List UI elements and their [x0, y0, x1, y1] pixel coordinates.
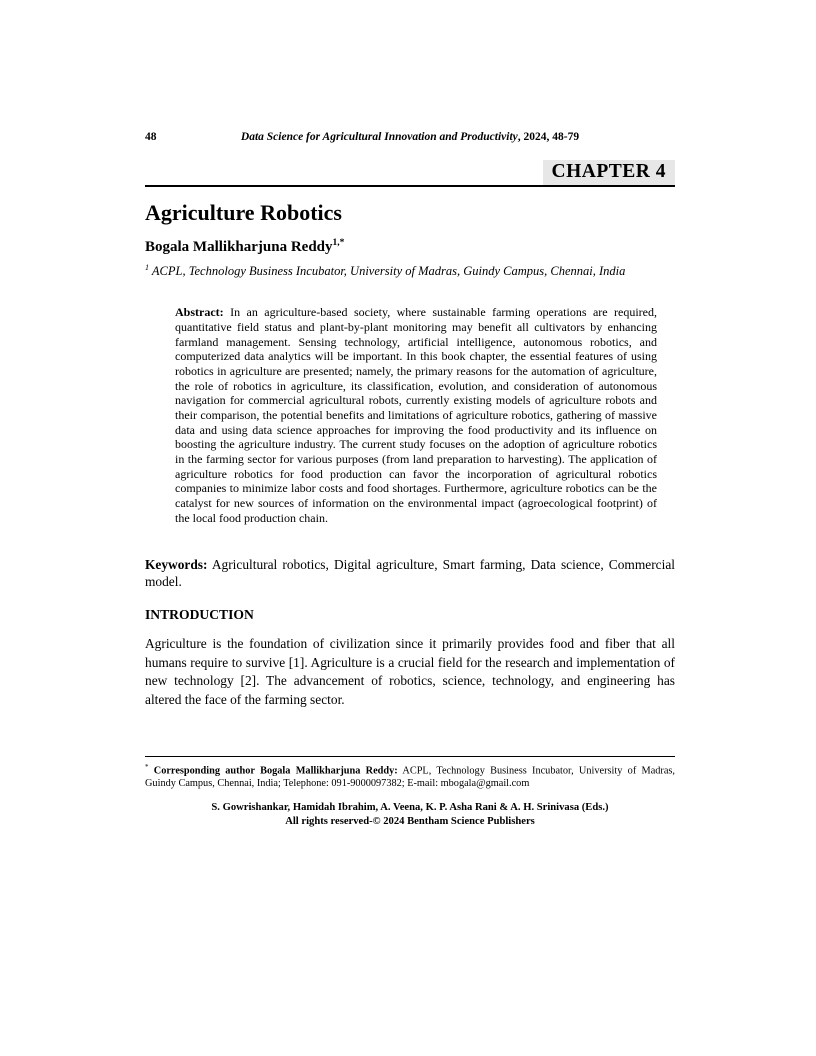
section-heading-introduction: INTRODUCTION [145, 607, 254, 623]
author-name: Bogala Mallikharjuna Reddy [145, 239, 333, 256]
keywords-label: Keywords: [145, 557, 208, 573]
corresponding-author-text: ACPL, Technology Business Incubator, University of Madras, Guindy Campus, Chennai, India; Telephone: 091-9000097382; E-mail: mbogala@gmail.com [145, 765, 675, 790]
running-head-title: Data Science for Agricultural Innovation and Productivity [240, 131, 518, 143]
footnote-rule [145, 756, 675, 757]
chapter-rule [145, 160, 675, 187]
abstract-text: In an agriculture-based society, where sustainable farming operations are required, quantitative field status and plant-by-plant monitoring may benefit all cultivators by enhancing farmland management. Sensing technology, artificial intelligence, autonomous robotics, and computerized data analytics will be important. In this book chapter, the essential features of using robotics in agriculture are presented; namely, the primary reasons for the automation of agriculture, the role of robotics in agriculture, its classification, evolution, and consideration of autonomous navigation for commercial agricultural robots, currently existing models of agriculture robots and their comparison, the potential benefits and limitations of agriculture robotics, gathering of massive data and using data science approaches for improving the food productivity and its influence on boosting the agriculture industry. The current study focuses on the adoption of agriculture robotics in the farming sector for various purposes (from land preparation to harvesting). The application of agriculture robotics for food production can favor the incorporation of agricultural robotics companies to minimize labor costs and food shortages. Furthermore, agriculture robotics can be the catalyst for new sources of information on the environmental impact (agroecological footprint) of the local food production chain. [175, 305, 657, 525]
affiliation-text: ACPL, Technology Business Incubator, University of Madras, Guindy Campus, Chennai, India [149, 264, 626, 279]
author-line [145, 238, 675, 256]
author-superscript: 1,* [332, 238, 345, 249]
affiliation-superscript: 1 [145, 263, 149, 273]
page-number: 48 [145, 131, 157, 143]
editors-line: S. Gowrishankar, Hamidah Ibrahim, A. Veena, K. P. Asha Rani & A. H. Srinivasa (Eds.) [211, 802, 609, 814]
running-head-row [145, 131, 675, 146]
abstract-label: Abstract: [175, 305, 224, 320]
corresponding-author-label: Corresponding author Bogala Mallikharjuna Reddy: [148, 765, 398, 777]
chapter-badge: CHAPTER 4 [543, 160, 675, 185]
footnote-marker: * [145, 763, 149, 771]
imprint [145, 801, 675, 829]
affiliation [145, 263, 675, 279]
keywords [145, 556, 675, 590]
running-head-suffix: , 2024, 48-79 [517, 131, 580, 143]
running-head [145, 131, 675, 143]
corresponding-author-footnote [145, 761, 675, 790]
keywords-text: Agricultural robotics, Digital agriculture, Smart farming, Data science, Commercial model. [145, 557, 675, 590]
page-content [145, 0, 675, 722]
introduction-paragraph: Agriculture is the foundation of civilization since it primarily provides food and fiber that all humans require to survive [1]. Agriculture is a crucial field for the research and implementation of new technology [2]. The advancement of robotics, science, technology, and engineering has altered the face of the farming sector. [145, 636, 675, 707]
rights-line: All rights reserved-© 2024 Bentham Science Publishers [285, 816, 535, 828]
abstract [175, 305, 657, 525]
footnote-block [145, 756, 675, 829]
article-title: Agriculture Robotics [145, 200, 342, 225]
